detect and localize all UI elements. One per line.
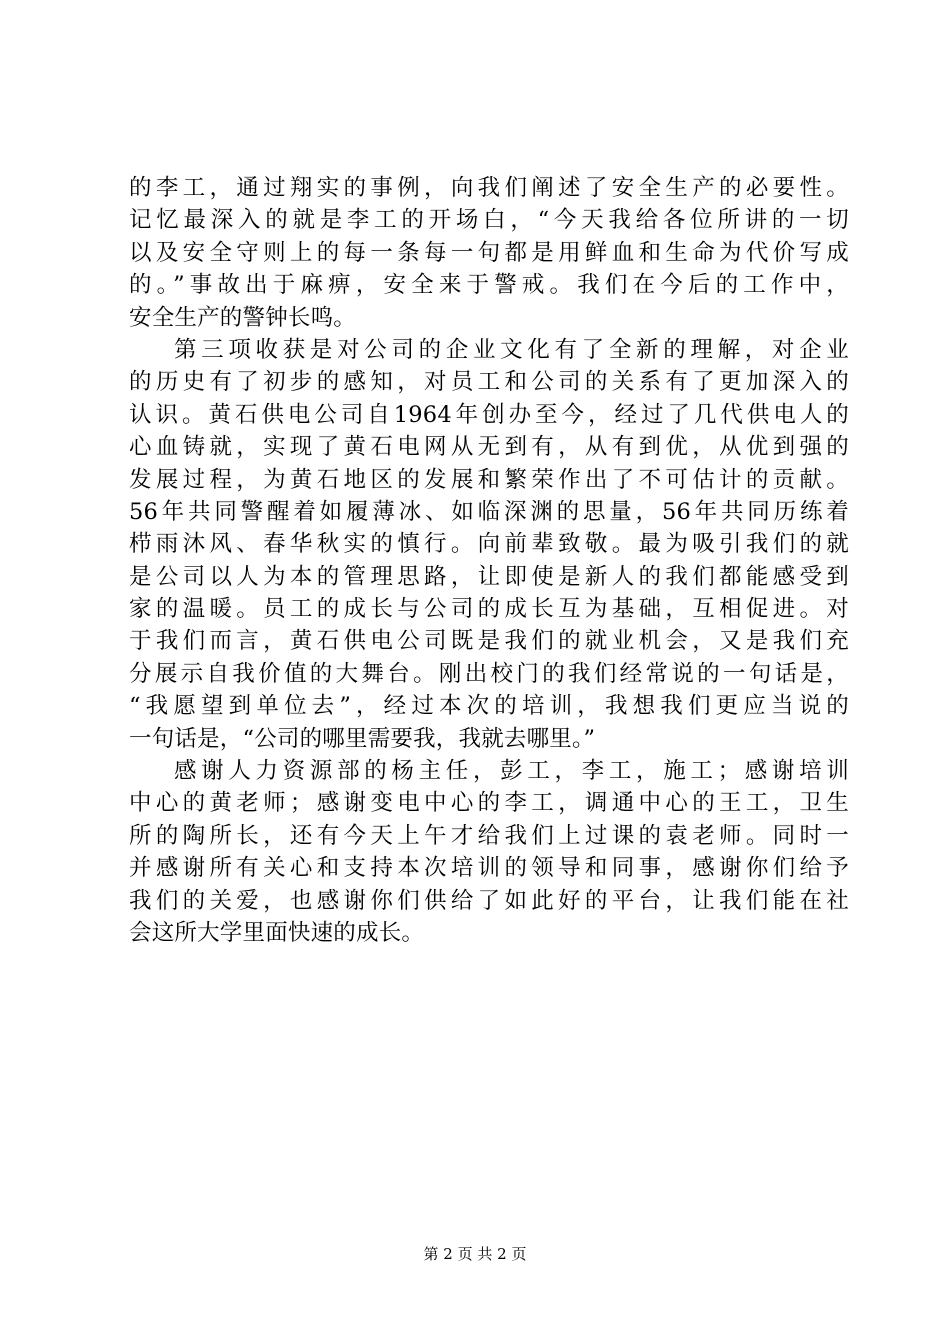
text-line: 记忆最深入的就是李工的开场白，“今天我给各位所讲的一切 [129,207,849,234]
text-line: 认识。黄石供电公司自1964年创办至今，经过了几代供电人的 [129,401,849,428]
paragraph-start-line: 感谢人力资源部的杨主任，彭工，李工，施工；感谢培训 [174,758,849,785]
text-line: 所的陶所长，还有今天上午才给我们上过课的袁老师。同时一 [129,822,849,849]
text-line: 以及安全守则上的每一条每一句都是用鲜血和生命为代价写成 [129,239,849,266]
text-line: 一句话是，“公司的哪里需要我，我就去哪里。” [129,725,596,752]
document-body [129,172,849,949]
text-line: 56年共同警醒着如履薄冰、如临深渊的思量，56年共同历练着 [129,498,849,525]
text-line: 我们的关爱，也感谢你们供给了如此好的平台，让我们能在社 [129,887,849,914]
text-line: 的。”事故出于麻痹，安全来于警戒。我们在今后的工作中， [129,272,849,299]
text-line: “我愿望到单位去”，经过本次的培训，我想我们更应当说的 [129,693,849,720]
text-line: 于我们而言，黄石供电公司既是我们的就业机会，又是我们充 [129,628,849,655]
text-line: 的李工，通过翔实的事例，向我们阐述了安全生产的必要性。 [129,175,849,201]
text-line: 安全生产的警钟长鸣。 [129,304,357,331]
text-line: 中心的黄老师；感谢变电中心的李工，调通中心的王工，卫生 [129,790,849,817]
text-line: 并感谢所有关心和支持本次培训的领导和同事，感谢你们给予 [129,855,849,882]
text-line: 会这所大学里面快速的成长。 [129,919,425,946]
text-line: 发展过程，为黄石地区的发展和繁荣作出了不可估计的贡献。 [129,466,849,493]
page-number-footer: 第 2 页 共 2 页 [423,1245,527,1263]
text-line: 栉雨沐风、春华秋实的慎行。向前辈致敬。最为吸引我们的就 [129,531,849,558]
text-line: 家的温暖。员工的成长与公司的成长互为基础，互相促进。对 [129,596,849,623]
text-line: 心血铸就，实现了黄石电网从无到有，从有到优，从优到强的 [129,434,849,461]
paragraph-start-line: 第三项收获是对公司的企业文化有了全新的理解，对企业 [174,336,849,363]
text-line: 的历史有了初步的感知，对员工和公司的关系有了更加深入的 [129,369,849,396]
text-line: 分展示自我价值的大舞台。刚出校门的我们经常说的一句话是， [129,660,849,687]
text-line: 是公司以人为本的管理思路，让即使是新人的我们都能感受到 [129,563,849,590]
